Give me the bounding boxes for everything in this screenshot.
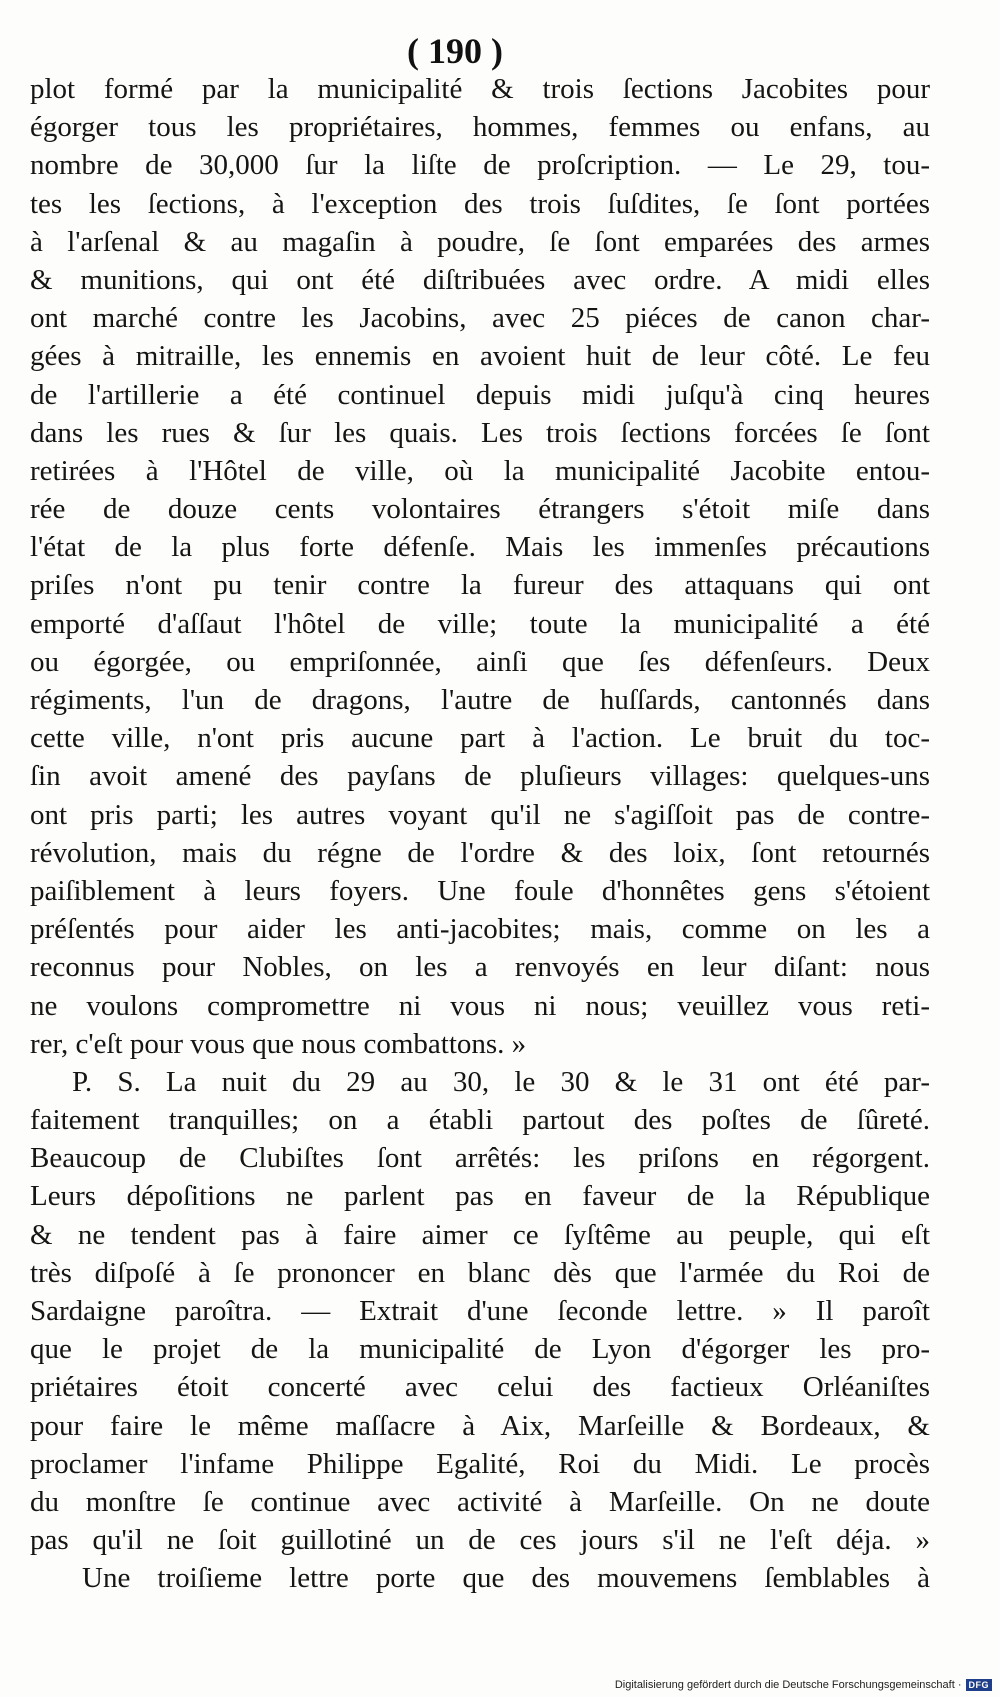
text-line: que le projet de la municipalité de Lyon d'égorger les pro- <box>30 1333 930 1366</box>
text-line: cette ville, n'ont pris aucune part à l'action. Le bruit du toc- <box>30 722 930 755</box>
text-line: de l'artillerie a été continuel depuis midi juſqu'à cinq heures <box>30 378 930 411</box>
footer-text: Digitalisierung gefördert durch die Deutsche Forschungsgemeinschaft · <box>614 1679 962 1691</box>
text-line: ne voulons compromettre ni vous ni nous; veuillez vous reti- <box>30 989 930 1022</box>
text-line: faitement tranquilles; on a établi partout des poſtes de ſûreté. <box>30 1104 930 1137</box>
text-line: Sardaigne paroîtra. — Extrait d'une ſeconde lettre. » Il paroît <box>30 1295 930 1327</box>
text-line: régiments, l'un de dragons, l'autre de huſſards, cantonnés dans <box>30 684 930 716</box>
text-line: paiſiblement à leurs foyers. Une foule d'honnêtes gens s'étoient <box>30 874 930 907</box>
text-line: retirées à l'Hôtel de ville, où la municipalité Jacobite entou- <box>30 454 930 487</box>
text-line: Beaucoup de Clubiſtes ſont arrêtés: les priſons en régorgent. <box>30 1142 930 1175</box>
text-line: plot formé par la municipalité & trois ſections Jacobites pour <box>30 73 930 105</box>
text-line: nombre de 30,000 ſur la liſte de proſcription. — Le 29, tou- <box>30 149 930 182</box>
text-line: priſes n'ont pu tenir contre la fureur des attaquans qui ont <box>30 569 930 602</box>
text-line: P. S. La nuit du 29 au 30, le 30 & le 31 ont été par- <box>72 1065 930 1098</box>
text-line: emporté d'aſſaut l'hôtel de ville; toute la municipalité a été <box>30 607 930 640</box>
digitization-credit <box>615 1679 992 1691</box>
text-line: ont pris parti; les autres voyant qu'il ne s'agiſſoit pas de contre- <box>30 798 930 831</box>
text-line: ou égorgée, ou empriſonnée, ainſi que ſes défenſeurs. Deux <box>30 645 930 678</box>
body-text <box>30 70 930 1598</box>
text-line: Leurs dépoſitions ne parlent pas en faveur de la République <box>30 1180 930 1213</box>
text-line: l'état de la plus forte défenſe. Mais les immenſes précautions <box>30 531 930 564</box>
text-line: rer, c'eſt pour vous que nous combattons. » <box>30 1027 527 1060</box>
text-line: tes les ſections, à l'exception des trois ſuſdites, ſe ſont portées <box>30 187 930 220</box>
text-line: proclamer l'infame Philippe Egalité, Roi du Midi. Le procès <box>30 1447 930 1480</box>
text-line: ont marché contre les Jacobins, avec 25 piéces de canon char- <box>30 302 930 335</box>
page-number: ( 190 ) <box>407 31 503 71</box>
text-line: rée de douze cents volontaires étrangers s'étoit miſe dans <box>30 493 930 526</box>
text-line: préſentés pour aider les anti-jacobites; mais, comme on les a <box>30 913 930 946</box>
text-line: égorger tous les propriétaires, hommes, femmes ou enfans, au <box>30 111 930 144</box>
text-line: gées à mitraille, les ennemis en avoient huit de leur côté. Le feu <box>30 340 930 373</box>
text-line: ſin avoit amené des payſans de pluſieurs villages: quelques-uns <box>30 760 930 793</box>
text-line: Une troiſieme lettre porte que des mouvemens ſemblables à <box>82 1562 930 1595</box>
text-line: révolution, mais du régne de l'ordre & des loix, ſont retournés <box>30 836 930 869</box>
text-line: & ne tendent pas à faire aimer ce ſyſtême au peuple, qui eſt <box>30 1218 930 1251</box>
text-line: pas qu'il ne ſoit guillotiné un de ces jours s'il ne l'eſt déja. » <box>30 1524 930 1557</box>
text-line: priétaires étoit concerté avec celui des factieux Orléaniſtes <box>30 1371 930 1404</box>
text-line: reconnus pour Nobles, on les a renvoyés en leur diſant: nous <box>30 951 930 984</box>
dfg-logo: DFG <box>966 1679 993 1691</box>
text-line: très diſpoſé à ſe prononcer en blanc dès que l'armée du Roi de <box>30 1256 930 1289</box>
text-line: pour faire le même maſſacre à Aix, Marſeille & Bordeaux, & <box>30 1409 930 1442</box>
text-line: & munitions, qui ont été diſtribuées avec ordre. A midi elles <box>30 263 930 296</box>
text-line: dans les rues & ſur les quais. Les trois ſections forcées ſe ſont <box>30 416 930 449</box>
text-line: du monſtre ſe continue avec activité à Marſeille. On ne doute <box>30 1485 930 1518</box>
text-line: à l'arſenal & au magaſin à poudre, ſe ſont emparées des armes <box>30 225 930 258</box>
